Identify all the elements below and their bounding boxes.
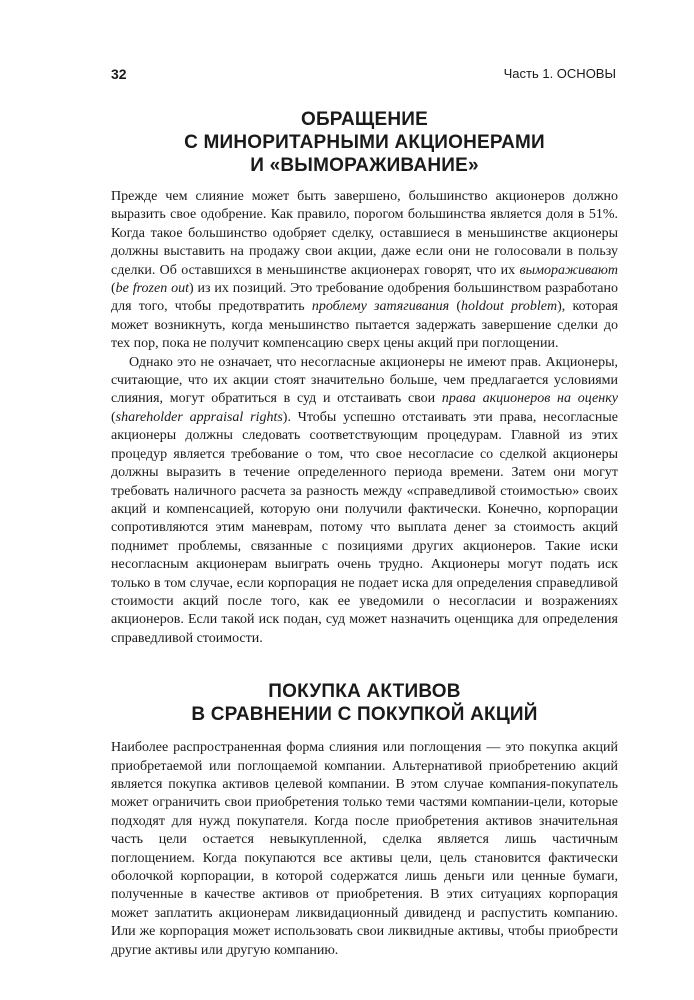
italic-term: проблему затягивания	[311, 299, 450, 315]
title-line: И «ВЫМОРАЖИВАНИЕ»	[250, 155, 479, 176]
section-title-asset-purchase	[111, 680, 618, 726]
text-run: ) из их позиций. Это требование одобрения большинством разработано для того, чтобы предотвратить	[111, 281, 618, 315]
text-run: ). Чтобы успешно отстаивать эти права, несогласные акционеры должны следовать соответствующим процедурам. Главной из этих процедур является требование о том, что свое несогласие со сделкой акционеры должны выразить в течение определенного периода времени. Затем они могут требовать наличного расчета за разность между «справедливой стоимостью» своих акций и компенсацией, которую они получили фактически. Конечно, корпорации сопротивляются этим маневрам, потому что выплата денег за стоимость акций поднимет проблемы, связанные с позициями других акционеров. Такие иски несогласным акционерам выиграть очень трудно. Акционеры могут подать иск только в том случае, если корпорация не подает иска для определения справедливой стоимости акций после того, как ее уведомили о несогласии и возражениях акционеров. Если такой иск подан, суд может назначить оценщика для определения справедливой стоимости.	[111, 409, 618, 646]
title-line: В СРАВНЕНИИ С ПОКУПКОЙ АКЦИЙ	[191, 704, 538, 726]
title-line: ПОКУПКА АКТИВОВ	[268, 681, 461, 703]
text-run: (	[449, 299, 462, 315]
title-line: ОБРАЩЕНИЕ	[300, 109, 429, 130]
paragraph-asset-vs-stock: Наиболее распространенная форма слияния или поглощения — это покупка акций приобретаемой или поглощаемой компании. Альтернативой приобретению акций является покупка активов целевой компании. В этом случае компания-покупатель может ограничить свои приобретения только теми частями компании-цели, которые подходят для нужд покупателя. Когда после приобретения активов значительная часть цели остается невыкупленной, сделка является лишь частичным поглощением. Когда покупаются все активы цели, цель становится фактически оболочкой корпорации, в которой содержатся лишь деньги или ценные бумаги, полученные в качестве активов от приобретения. В этих ситуациях корпорация может заплатить акционерам ликвидационный дивиденд и распустить компанию. Или же корпорация может использовать свои ликвидные активы, чтобы приобрести другие активы или другую компанию.	[111, 740, 618, 958]
page-number: 32	[111, 66, 127, 82]
text-run: (	[111, 281, 116, 297]
italic-term: be frozen out	[115, 281, 189, 297]
italic-term: shareholder appraisal rights	[115, 409, 283, 425]
section-title-minority-shareholders	[111, 108, 618, 177]
text-run: Прежде чем слияние может быть завершено, большинство акционеров должно выразить свое одобрение. Как правило, порогом большинства является доля в 51%. Когда такое большинство одобряет сделку, оставшиеся в меньшинстве акционеры должны выставить на продажу свои акции, даже если они не голосовали в пользу сделки. Об оставшихся в меньшинстве акционерах говорят, что их	[111, 189, 618, 278]
text-run: Однако это не означает, что несогласные акционеры не имеют прав. Акционеры, считающие, что их акции стоят значительно больше, чем предлагается условиями слияния, могут обратиться в суд и отстаивать свои	[111, 354, 618, 407]
running-head: Часть 1. ОСНОВЫ	[503, 66, 616, 81]
italic-term: holdout problem	[461, 299, 558, 315]
paragraph-appraisal-rights	[111, 354, 618, 649]
italic-term: права акционеров на оценку	[441, 391, 618, 407]
text-run: ), которая может возникнуть, когда меньшинство пытается задержать завершение сделки до тех пор, пока не получит компенсацию сверх цены акций при поглощении.	[111, 299, 618, 352]
page-header	[111, 66, 616, 86]
paragraph-freeze-out	[111, 188, 618, 354]
title-line: С МИНОРИТАРНЫМИ АКЦИОНЕРАМИ	[184, 132, 545, 153]
text-run: (	[111, 409, 116, 425]
page-body	[111, 108, 618, 960]
italic-term: вымораживают	[519, 262, 618, 278]
